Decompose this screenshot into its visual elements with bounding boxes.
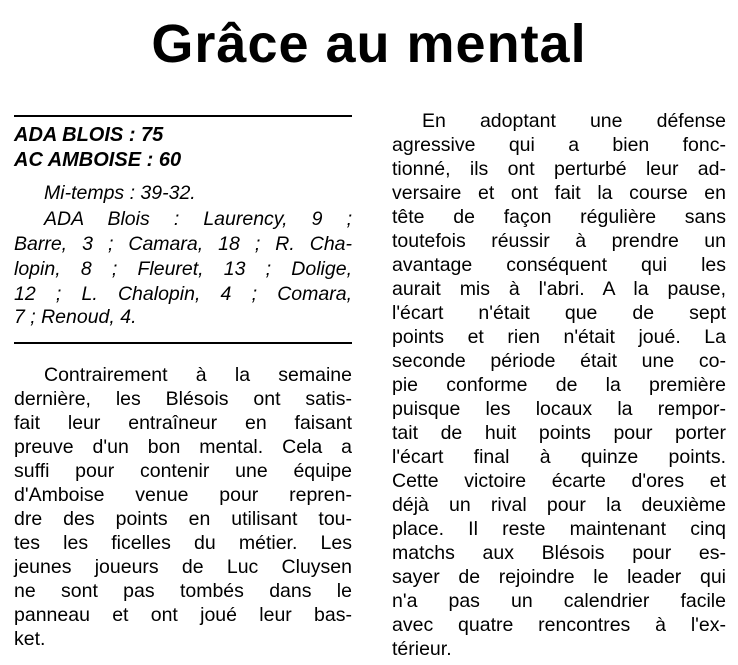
top-divider [14,115,352,117]
lineup-line: 7 ; Renoud, 4. [14,306,137,328]
body-line: sayer de rejoindre le leader qui [392,566,726,588]
body-line: Cette victoire écarte d'ores et [392,470,726,492]
body-line: déjà un rival pour la deuxième [392,494,726,516]
body-line: avantage conséquent qui les [392,254,726,276]
body-line: aurait mis à l'abri. A la pause, [392,278,726,300]
body-line: d'Amboise venue pour repren- [14,484,352,506]
body-line: Contrairement à la semaine [44,364,352,386]
body-line: points et rien n'était joué. La [392,326,726,348]
body-line: fait leur entraîneur en faisant [14,412,352,434]
body-line: ket. [14,628,46,650]
lineup-line: 12 ; L. Chalopin, 4 ; Comara, [14,283,352,305]
article-headline: Grâce au mental [151,14,587,74]
body-line: seconde période était une co- [392,350,726,372]
score-home: ADA BLOIS : 75 [14,124,164,146]
body-line: versaire et ont fait la course en [392,182,726,204]
body-line: dernière, les Blésois ont satis- [14,388,352,410]
body-line: jeunes joueurs de Luc Cluysen [14,556,352,578]
score-away: AC AMBOISE : 60 [14,149,182,171]
lineup-line: lopin, 8 ; Fleuret, 13 ; Dolige, [14,258,352,280]
body-line: n'a pas un calendrier facile [392,590,726,612]
halftime-score: Mi-temps : 39-32. [44,182,196,204]
body-line: place. Il reste maintenant cinq [392,518,726,540]
body-line: pie conforme de la première [392,374,726,396]
body-line: toutefois réussir à prendre un [392,230,726,252]
body-line: matchs aux Blésois pour es- [392,542,726,564]
body-line: tionné, ils ont perturbé leur ad- [392,158,726,180]
body-line: En adoptant une défense [422,110,726,132]
body-line: avec quatre rencontres à l'ex- [392,614,726,636]
body-line: tait de huit points pour porter [392,422,726,444]
body-line: térieur. [392,638,452,660]
body-line: tête de façon régulière sans [392,206,726,228]
lineup-line: ADA Blois : Laurency, 9 ; [44,208,352,230]
body-line: l'écart final à quinze points. [392,446,726,468]
section-divider [14,342,352,344]
body-line: preuve d'un bon mental. Cela a [14,436,352,458]
body-line: dre des points en utilisant tou- [14,508,352,530]
body-line: suffi pour contenir une équipe [14,460,352,482]
body-line: panneau et ont joué leur bas- [14,604,352,626]
body-line: ne sont pas tombés dans le [14,580,352,602]
body-line: puisque les locaux la rempor- [392,398,726,420]
body-line: tes les ficelles du métier. Les [14,532,352,554]
body-line: agressive qui a bien fonc- [392,134,726,156]
lineup-line: Barre, 3 ; Camara, 18 ; R. Cha- [14,233,352,255]
body-line: l'écart n'était que de sept [392,302,726,324]
